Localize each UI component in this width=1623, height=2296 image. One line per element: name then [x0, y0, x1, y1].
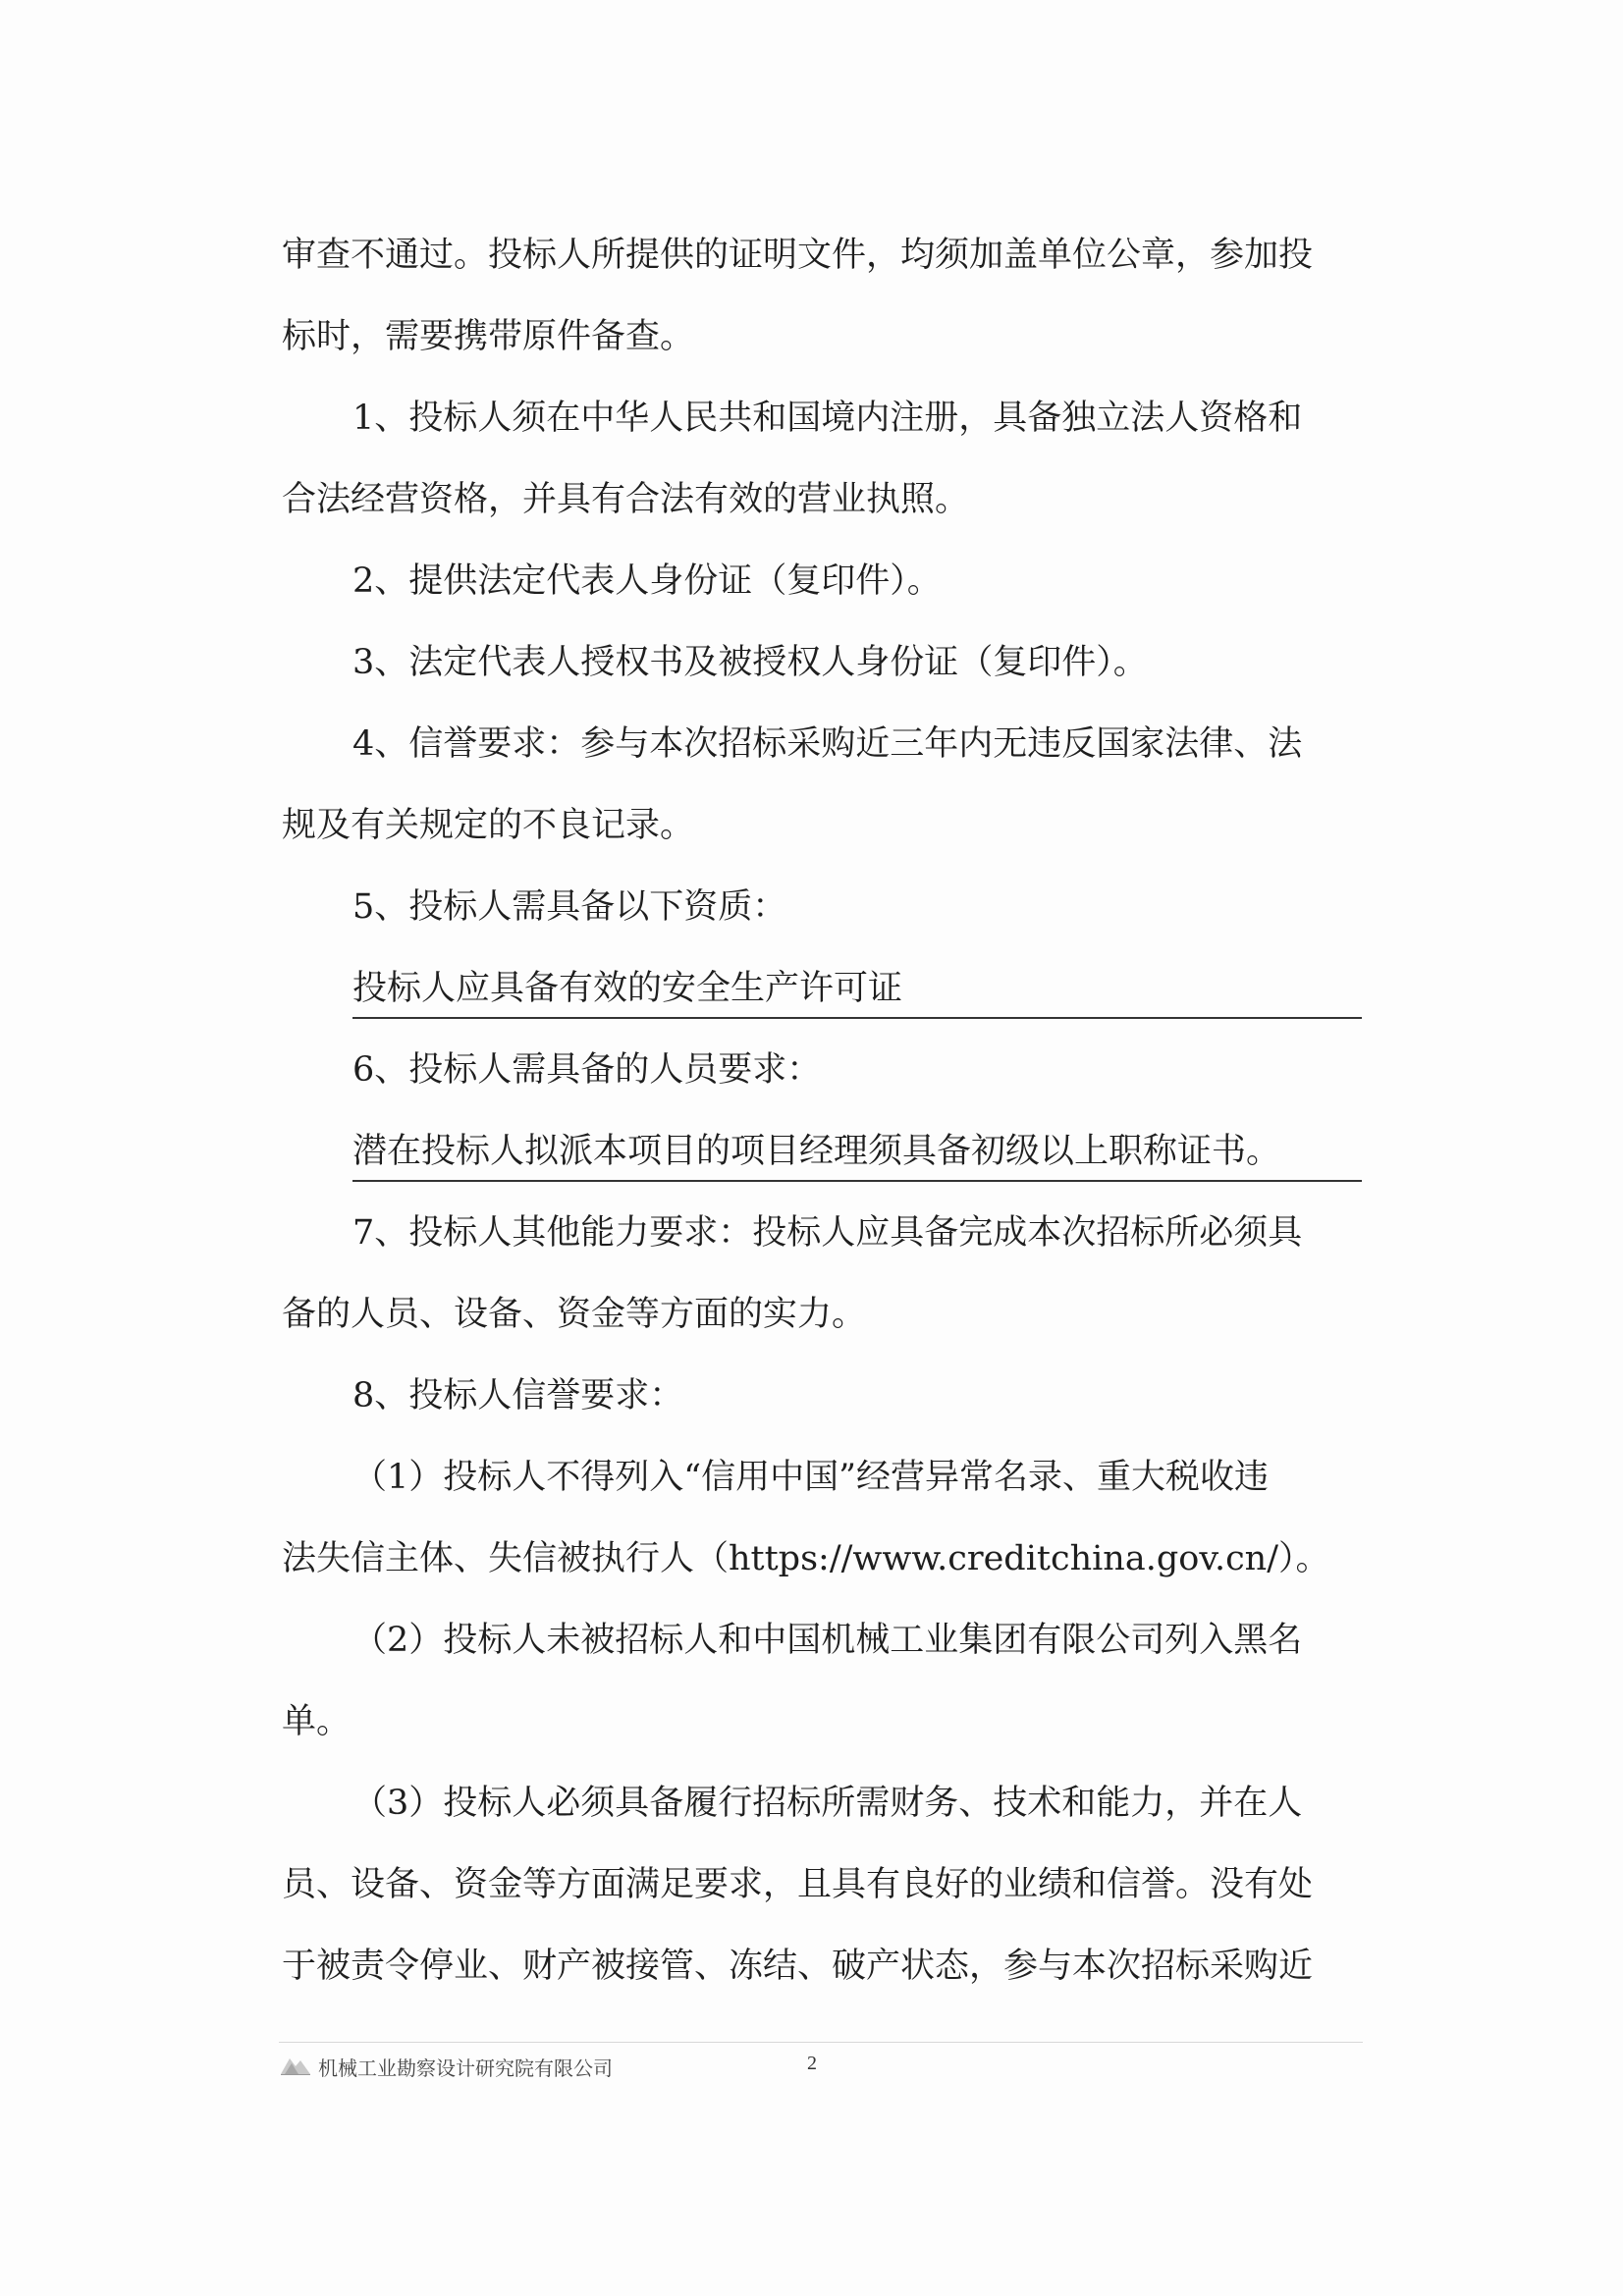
- text-line: （2）投标人未被招标人和中国机械工业集团有限公司列入黑名: [352, 1621, 1303, 1660]
- text-line: 于被责令停业、财产被接管、冻结、破产状态，参与本次招标采购近: [282, 1947, 1314, 1986]
- text-line: 5、投标人需具备以下资质：: [352, 887, 787, 927]
- document-body: [282, 222, 1362, 2014]
- fill-in-text: 投标人应具备有效的安全生产许可证: [352, 969, 903, 1008]
- text-line: 员、设备、资金等方面满足要求，且具有良好的业绩和信誉。没有处: [282, 1865, 1314, 1904]
- page-number: 2: [807, 2053, 817, 2074]
- text-line: 合法经营资格，并具有合法有效的营业执照。: [282, 480, 970, 519]
- fill-in-field: [282, 955, 1362, 1037]
- underline: [352, 1017, 1362, 1019]
- text-line: 6、投标人需具备的人员要求：: [352, 1050, 822, 1090]
- text-line: 2、提供法定代表人身份证（复印件）。: [352, 561, 942, 601]
- text-line: 8、投标人信誉要求：: [352, 1376, 684, 1415]
- text-line: （1）投标人不得列入“信用中国”经营异常名录、重大税收违: [352, 1458, 1270, 1497]
- footer-company-name: 机械工业勘察设计研究院有限公司: [318, 2056, 613, 2080]
- text-line: 备的人员、设备、资金等方面的实力。: [282, 1295, 867, 1334]
- mountain-logo-icon: [281, 2055, 310, 2076]
- text-line: 法失信主体、失信被执行人（https://www.creditchina.gov.cn/）。: [282, 1539, 1330, 1578]
- fill-in-field: [282, 1118, 1362, 1200]
- page-footer: [279, 2042, 1363, 2092]
- fill-in-text: 潜在投标人拟派本项目的项目经理须具备初级以上职称证书。: [352, 1132, 1281, 1171]
- text-line: 标时，需要携带原件备查。: [282, 317, 695, 356]
- text-line: 规及有关规定的不良记录。: [282, 806, 695, 845]
- underline: [352, 1180, 1362, 1182]
- text-line: 单。: [282, 1702, 352, 1741]
- text-line: （3）投标人必须具备履行招标所需财务、技术和能力，并在人: [352, 1784, 1303, 1823]
- text-line: 7、投标人其他能力要求：投标人应具备完成本次招标所必须具: [352, 1213, 1303, 1253]
- text-line: 3、法定代表人授权书及被授权人身份证（复印件）。: [352, 643, 1148, 682]
- text-line: 4、信誉要求：参与本次招标采购近三年内无违反国家法律、法: [352, 724, 1303, 764]
- text-line: 审查不通过。投标人所提供的证明文件，均须加盖单位公章，参加投: [282, 236, 1314, 275]
- text-line: 1、投标人须在中华人民共和国境内注册，具备独立法人资格和: [352, 399, 1303, 438]
